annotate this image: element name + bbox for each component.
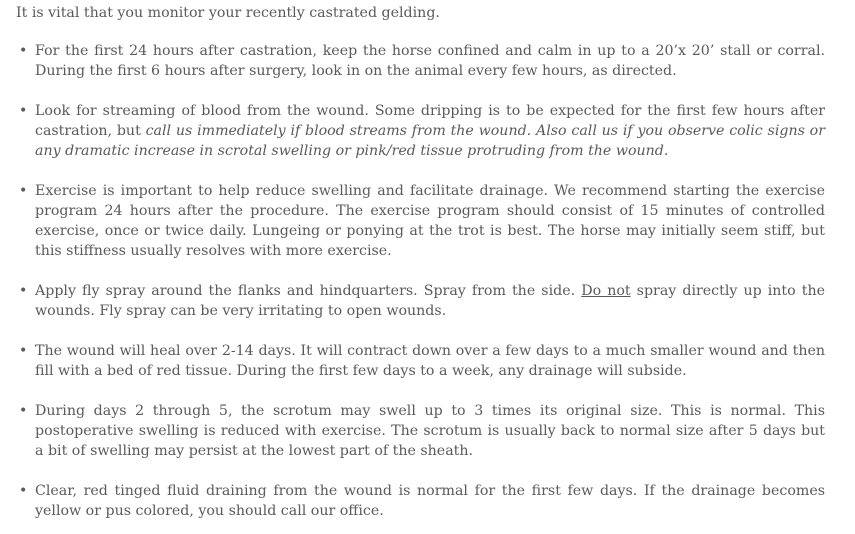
list-item-text: spray directly up into the wounds. Fly spray can be very irritating to open wounds. (35, 283, 825, 319)
bullet-icon: • (19, 343, 28, 359)
bullet-icon: • (19, 43, 28, 59)
bullet-icon: • (19, 403, 28, 419)
list-item-text: Exercise is important to help reduce swelling and facilitate drainage. We recommend starting the exercise program 24 hours after the procedure. The exercise program should consist of 15 minutes of controlled exercise, once or twice daily. Lungeing or ponying at the trot is best. The horse may initially seem stiff, but this stiffness usually resolves with more exercise. (35, 183, 825, 259)
list-item-bleeding (16, 101, 825, 161)
list-item-text: Apply fly spray around the flanks and hindquarters. Spray from the side. (35, 283, 582, 299)
list-item-emphasis: call us immediately if blood streams from the wound. Also call us if you observe colic signs or any dramatic increase in scrotal swelling or pink/red tissue protruding from the wound. (35, 123, 825, 159)
intro-text: It is vital that you monitor your recently castrated gelding. (16, 5, 440, 21)
list-item-underline: Do not (581, 283, 631, 299)
list-item-swelling (16, 401, 825, 461)
list-item-text: Clear, red tinged fluid draining from the wound is normal for the first few days. If the drainage becomes yellow or pus colored, you should call our office. (35, 483, 825, 519)
bullet-icon: • (19, 283, 28, 299)
list-item-text: The wound will heal over 2-14 days. It will contract down over a few days to a much smaller wound and then fill with a bed of red tissue. During the first few days to a week, any drainage will subside. (35, 343, 825, 379)
list-item-text: Look for streaming of blood from the wound. Some dripping is to be expected for the first few hours after castration, but (35, 103, 825, 139)
list-item-exercise (16, 181, 825, 261)
bullet-icon: • (19, 483, 28, 499)
list-item-healing (16, 341, 825, 381)
list-item-text: During days 2 through 5, the scrotum may swell up to 3 times its original size. This is normal. This postoperative swelling is reduced with exercise. The scrotum is usually back to normal size after 5 days but a bit of swelling may persist at the lowest part of the sheath. (35, 403, 825, 459)
list-item-confinement (16, 41, 825, 81)
list-item-text: For the first 24 hours after castration, keep the horse confined and calm in up to a 20’x 20’ stall or corral. During the first 6 hours after surgery, look in on the animal every few hours, as directed. (35, 43, 825, 79)
bullet-icon: • (19, 103, 28, 119)
bullet-icon: • (19, 183, 28, 199)
list-item-drainage (16, 481, 825, 521)
list-item-fly-spray (16, 281, 825, 321)
instructions-list (16, 41, 825, 521)
